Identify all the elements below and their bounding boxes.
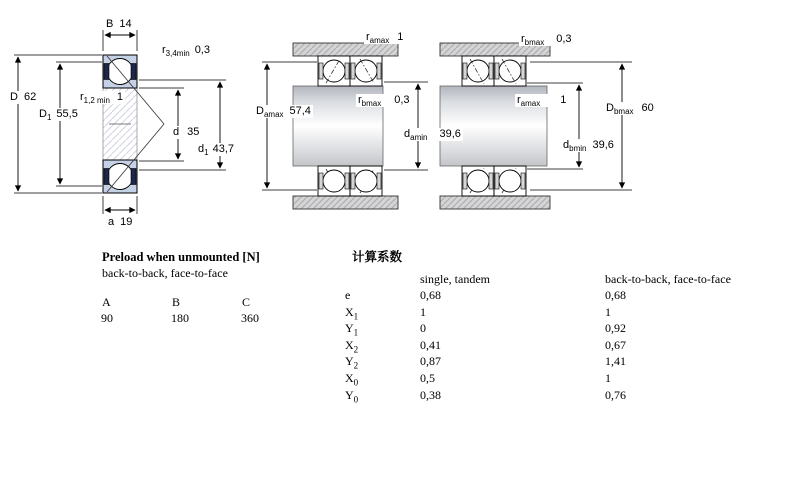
factor-value-btb: 1 [605, 370, 611, 385]
factor-value-single: 0 [420, 321, 426, 336]
factors-col-single-tandem-header: single, tandem [420, 272, 490, 286]
mounted-pair-diagram-right [440, 43, 632, 209]
factor-value-single: 0,41 [420, 337, 441, 352]
dim-label-rbmax-mid: $r_{bmax}$ 0,3 [358, 94, 410, 109]
dim-label-rbmax-right: $r_{bmax}$ 0,3 [521, 33, 572, 48]
dim-label-r12min: $r_{1,2 min}$ 1 [80, 91, 124, 106]
mounted-pair-diagram-left [262, 43, 428, 209]
seal [131, 64, 136, 80]
factor-value-btb: 0,68 [605, 288, 626, 302]
preload-value-B: 180 [171, 311, 189, 325]
dim-label-damin: $d_{amin}$ 39,6 [404, 128, 461, 143]
dim-label-outer-diameter-D: D 62 [10, 91, 37, 103]
dim-label-D1: $D_1$ 55,5 [39, 108, 78, 123]
factors-symbol-column [345, 288, 358, 404]
factor-symbol: e [345, 288, 351, 302]
single-bearing-diagram [14, 30, 226, 214]
preload-col-A-header: A [102, 295, 111, 309]
seal [104, 169, 109, 185]
factor-symbol: $Y_2$ [345, 354, 359, 371]
factor-symbol: $X_1$ [345, 304, 359, 321]
preload-col-C-header: C [242, 295, 251, 309]
dim-label-width-B: B 14 [106, 18, 132, 30]
factor-value-single: 0,68 [420, 288, 441, 302]
factor-value-btb: 1 [605, 304, 611, 319]
factor-symbol: $Y_1$ [345, 321, 359, 338]
dim-label-r34min: $r_{3,4min}$ 0,3 [162, 44, 210, 59]
factor-value-btb: 0,92 [605, 321, 626, 336]
preload-col-B-header: B [172, 295, 181, 309]
seal [131, 169, 136, 185]
factor-value-btb: 0,76 [605, 387, 626, 402]
factor-symbol: $X_2$ [345, 337, 359, 355]
factor-value-btb: 0,67 [605, 337, 626, 352]
factor-symbol: $Y_0$ [345, 387, 359, 404]
preload-value-A: 90 [101, 311, 113, 325]
dim-label-ramax-mid: $r_{amax}$ 1 [366, 31, 404, 46]
preload-subtitle: back-to-back, face-to-face [102, 266, 228, 280]
preload-title: Preload when unmounted [N] [102, 250, 260, 264]
dim-label-Dbmax: $D_{bmax}$ 60 [606, 102, 654, 117]
calculation-factors-title: 计算系数 [352, 250, 403, 264]
preload-value-C: 360 [241, 311, 259, 325]
factor-symbol: $X_0$ [345, 370, 359, 388]
dim-label-a: a 19 [108, 216, 133, 228]
dim-label-d1: $d_1$ 43,7 [198, 143, 234, 158]
dim-label-Damax: $D_{amax}$ 57,4 [256, 105, 311, 120]
dim-label-bore-d: d 35 [173, 126, 200, 138]
dim-label-dbmin: $d_{bmin}$ 39,6 [563, 139, 614, 154]
seal [104, 64, 109, 80]
factor-value-single: 1 [420, 304, 426, 319]
factor-value-single: 0,38 [420, 387, 441, 402]
factor-value-single: 0,5 [420, 370, 435, 385]
dim-label-ramax-right: $r_{amax}$ 1 [517, 94, 567, 109]
factors-single-column [420, 288, 441, 404]
factors-btb-column [605, 288, 626, 404]
factors-col-btb-header: back-to-back, face-to-face [605, 272, 731, 286]
factor-value-btb: 1,41 [605, 354, 626, 369]
factor-value-single: 0,87 [420, 354, 441, 369]
